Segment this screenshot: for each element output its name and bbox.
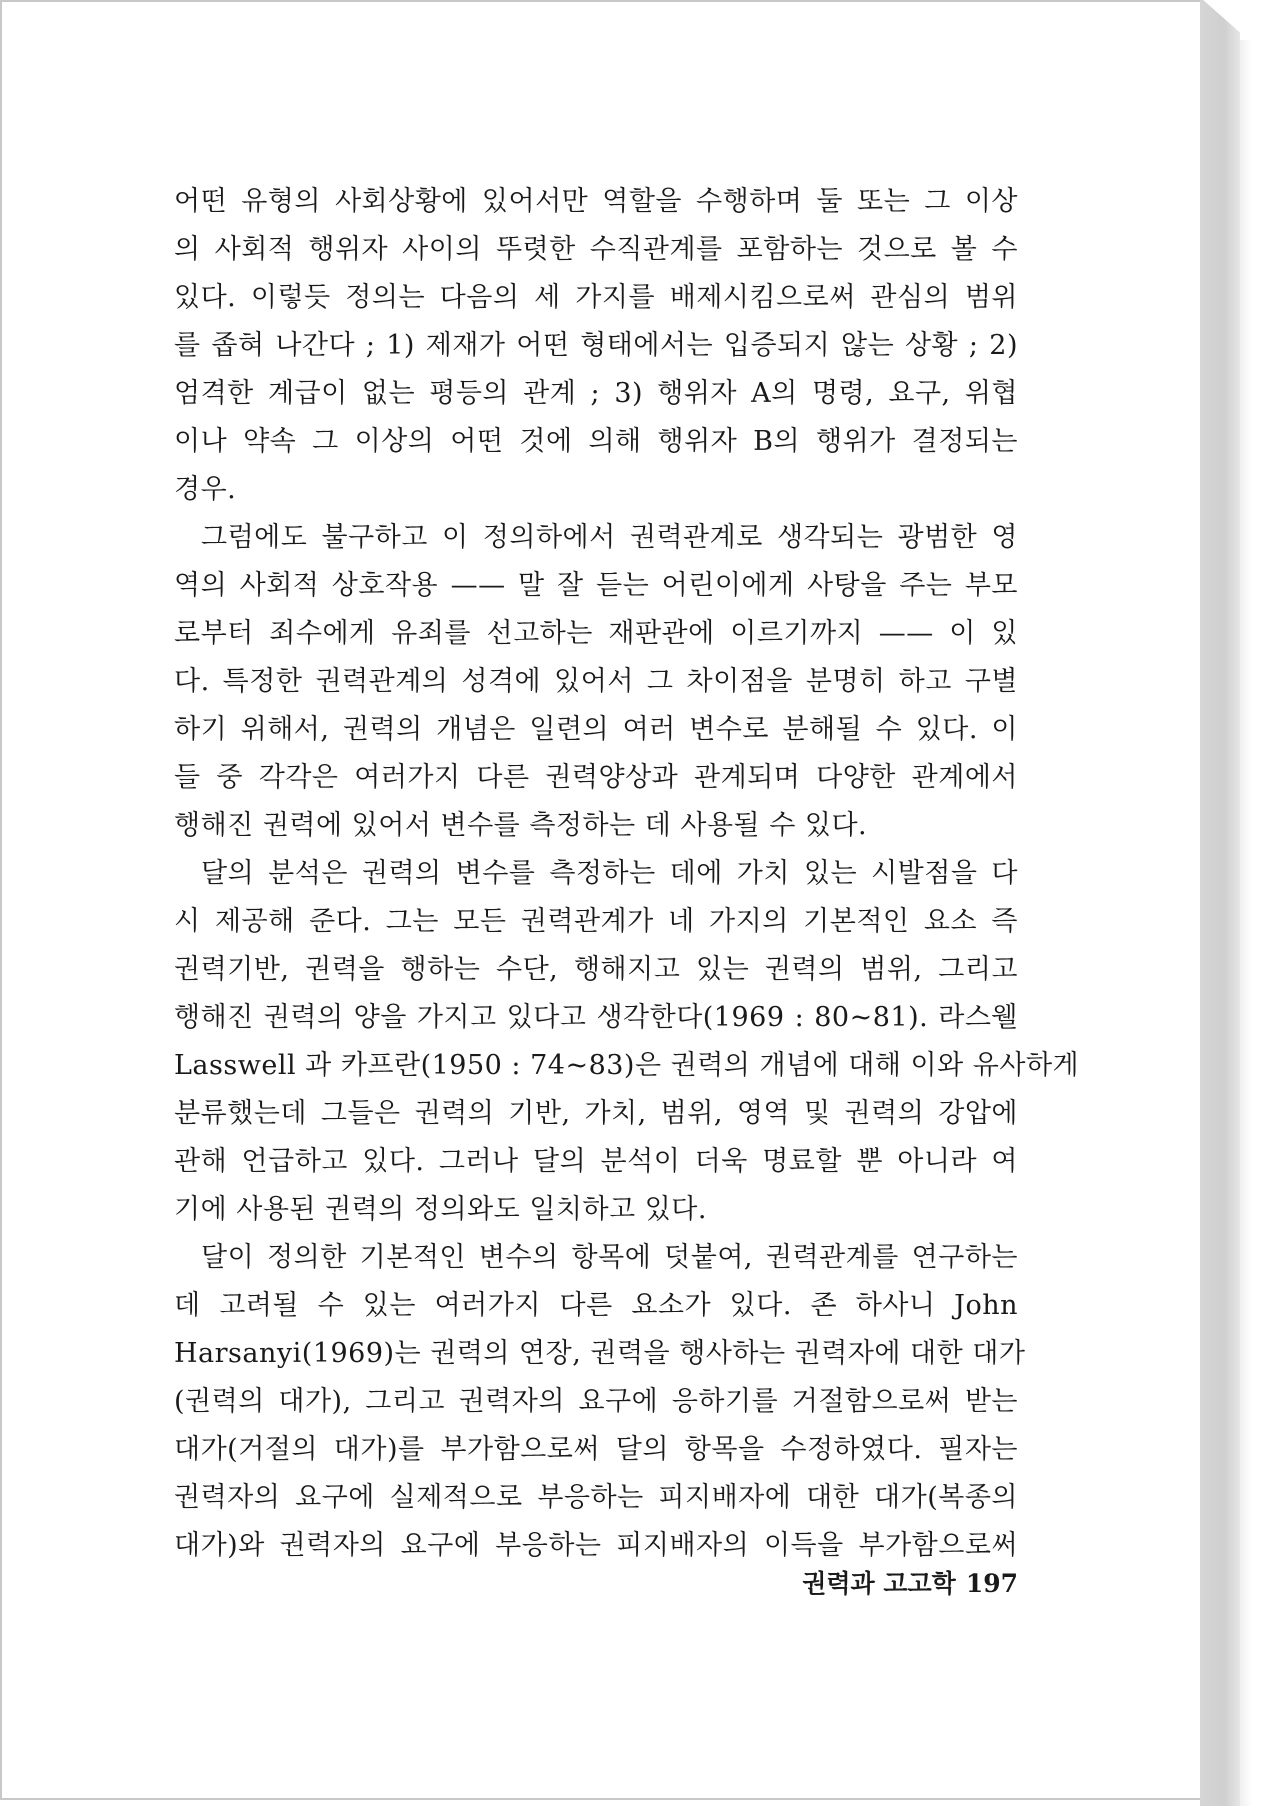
text-line: 의 사회적 행위자 사이의 뚜렷한 수직관계를 포함하는 것으로 볼 수: [174, 234, 1018, 265]
body-text: [174, 178, 1080, 1570]
text-line: 달이 정의한 기본적인 변수의 항목에 덧붙여, 권력관계를 연구하는: [201, 1242, 1018, 1273]
text-line: 어떤 유형의 사회상황에 있어서만 역할을 수행하며 둘 또는 그 이상: [174, 186, 1018, 217]
text-line: 이나 약속 그 이상의 어떤 것에 의해 행위자 B의 행위가 결정되는: [174, 426, 1018, 457]
text-line: 달의 분석은 권력의 변수를 측정하는 데에 가치 있는 시발점을 다: [201, 858, 1018, 889]
text-line: 대가(거절의 대가)를 부가함으로써 달의 항목을 수정하였다. 필자는: [174, 1434, 1018, 1465]
text-line: 경우.: [174, 474, 237, 505]
running-title: 권력과 고고학: [802, 1569, 956, 1598]
text-line: 권력자의 요구에 실제적으로 부응하는 피지배자에 대한 대가(복종의: [174, 1482, 1018, 1513]
text-line: 분류했는데 그들은 권력의 기반, 가치, 범위, 영역 및 권력의 강압에: [174, 1098, 1018, 1129]
text-line: 대가)와 권력자의 요구에 부응하는 피지배자의 이득을 부가함으로써: [174, 1530, 1018, 1561]
text-line: 그럼에도 불구하고 이 정의하에서 권력관계로 생각되는 광범한 영: [201, 522, 1018, 553]
text-line: 하기 위해서, 권력의 개념은 일련의 여러 변수로 분해될 수 있다. 이: [174, 714, 1018, 745]
text-line: 데 고려될 수 있는 여러가지 다른 요소가 있다. 존 하사니 John: [174, 1290, 1018, 1321]
text-line: 기에 사용된 권력의 정의와도 일치하고 있다.: [174, 1194, 707, 1225]
page-footer: [782, 1564, 1018, 1600]
page-edge-shadow: [1240, 40, 1252, 1806]
text-line: 엄격한 계급이 없는 평등의 관계 ; 3) 행위자 A의 명령, 요구, 위협: [174, 378, 1018, 409]
text-line: (권력의 대가), 그리고 권력자의 요구에 응하기를 거절함으로써 받는: [174, 1386, 1018, 1417]
text-line: Lasswell 과 카프란(1950 : 74~83)은 권력의 개념에 대해 이와 유사하게: [174, 1050, 1080, 1081]
text-line: 시 제공해 준다. 그는 모든 권력관계가 네 가지의 기본적인 요소 즉: [174, 906, 1018, 937]
text-line: 역의 사회적 상호작용 —— 말 잘 듣는 어린이에게 사탕을 주는 부모: [174, 570, 1018, 601]
page-edge: [1200, 0, 1240, 1806]
text-line: 관해 언급하고 있다. 그러나 달의 분석이 더욱 명료할 뿐 아니라 여: [174, 1146, 1018, 1177]
text-line: 행해진 권력의 양을 가지고 있다고 생각한다(1969 : 80~81). 라스웰: [174, 1002, 1018, 1033]
text-line: 로부터 죄수에게 유죄를 선고하는 재판관에 이르기까지 —— 이 있: [174, 618, 1018, 649]
text-line: 를 좁혀 나간다 ; 1) 제재가 어떤 형태에서는 입증되지 않는 상황 ; 2): [174, 330, 1018, 361]
page-number: 197: [965, 1569, 1018, 1598]
text-line: 권력기반, 권력을 행하는 수단, 행해지고 있는 권력의 범위, 그리고: [174, 954, 1018, 985]
text-line: 들 중 각각은 여러가지 다른 권력양상과 관계되며 다양한 관계에서: [174, 762, 1018, 793]
text-line: 행해진 권력에 있어서 변수를 측정하는 데 사용될 수 있다.: [174, 810, 868, 841]
text-line: 있다. 이렇듯 정의는 다음의 세 가지를 배제시킴으로써 관심의 범위: [174, 282, 1018, 313]
text-line: 다. 특정한 권력관계의 성격에 있어서 그 차이점을 분명히 하고 구별: [174, 666, 1018, 697]
text-line: Harsanyi(1969)는 권력의 연장, 권력을 행사하는 권력자에 대한 대가: [174, 1338, 1026, 1369]
